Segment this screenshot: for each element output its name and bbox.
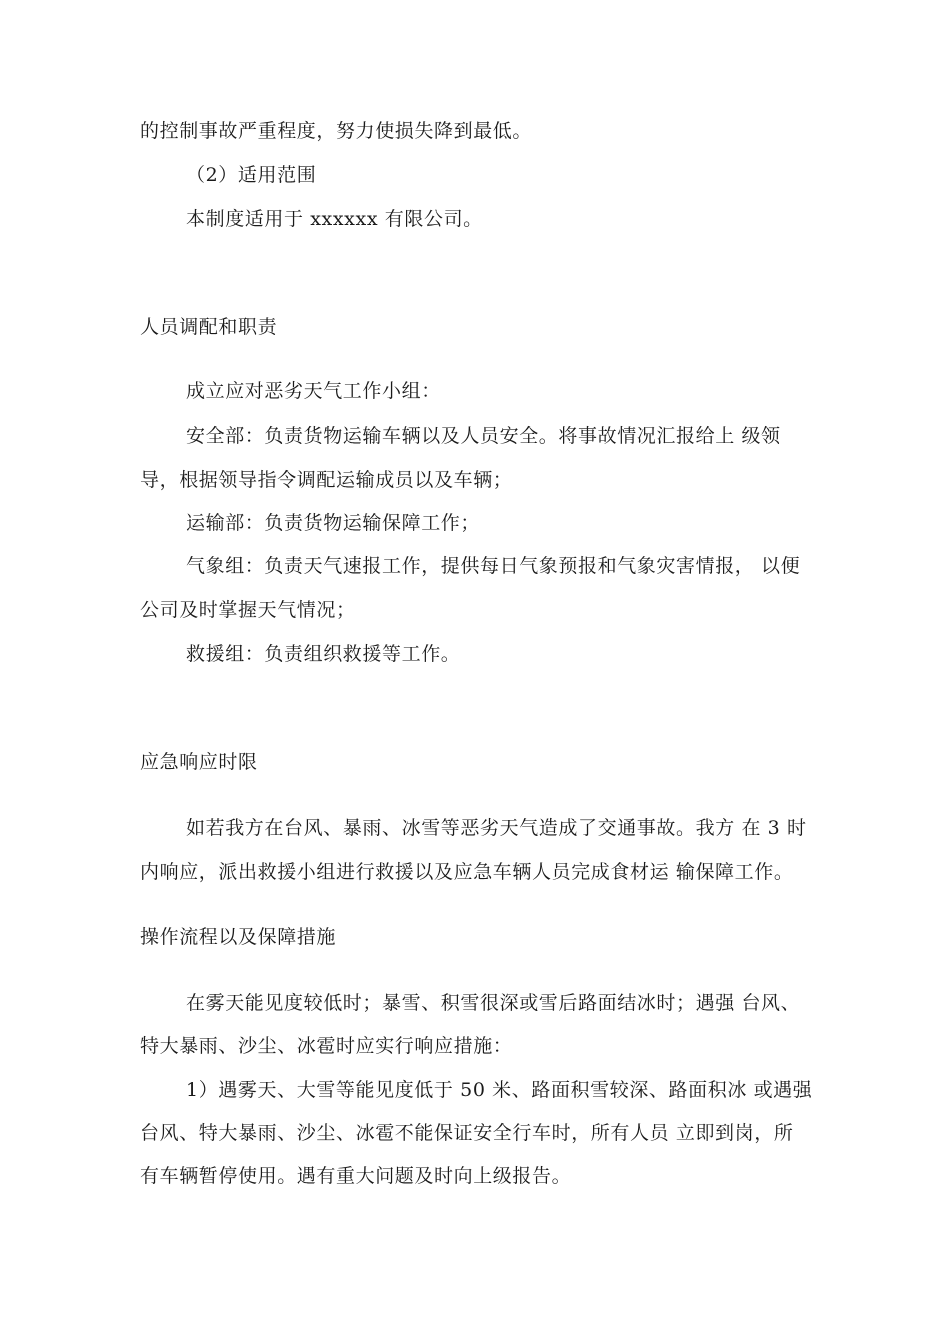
- paragraph-line: 内响应，派出救援小组进行救援以及应急车辆人员完成食材运 输保障工作。: [140, 861, 794, 883]
- paragraph-line: 成立应对恶劣天气工作小组：: [186, 380, 441, 402]
- paragraph-line: 特大暴雨、沙尘、冰雹时应实行响应措施：: [140, 1035, 513, 1057]
- section-heading: 操作流程以及保障措施: [140, 926, 337, 948]
- paragraph-line: 公司及时掌握天气情况；: [140, 599, 356, 621]
- paragraph-line: 台风、特大暴雨、沙尘、冰雹不能保证安全行车时，所有人员 立即到岗，所: [140, 1122, 794, 1144]
- paragraph-line: 安全部：负责货物运输车辆以及人员安全。将事故情况汇报给上 级领: [186, 425, 781, 447]
- paragraph-line: 的控制事故严重程度，努力使损失降到最低。: [140, 120, 533, 142]
- paragraph-line: 运输部：负责货物运输保障工作；: [186, 512, 481, 534]
- numbered-item-line: 1）遇雾天、大雪等能见度低于 50 米、路面积雪较深、路面积冰 或遇强: [186, 1079, 813, 1101]
- section-heading: 应急响应时限: [140, 751, 258, 773]
- paragraph-line: 在雾天能见度较低时；暴雪、积雪很深或雪后路面结冰时；遇强 台风、: [186, 992, 801, 1014]
- paragraph-line: 如若我方在台风、暴雨、冰雪等恶劣天气造成了交通事故。我方 在 3 时: [186, 817, 807, 839]
- section-number-heading: （2）适用范围: [186, 164, 317, 186]
- paragraph-line: 本制度适用于 xxxxxx 有限公司。: [186, 208, 483, 230]
- section-heading: 人员调配和职责: [140, 316, 278, 338]
- paragraph-line: 救援组：负责组织救援等工作。: [186, 643, 461, 665]
- paragraph-line: 导，根据领导指令调配运输成员以及车辆；: [140, 469, 513, 491]
- paragraph-line: 气象组：负责天气速报工作，提供每日气象预报和气象灾害情报， 以便: [186, 555, 801, 577]
- paragraph-line: 有车辆暂停使用。遇有重大问题及时向上级报告。: [140, 1165, 572, 1187]
